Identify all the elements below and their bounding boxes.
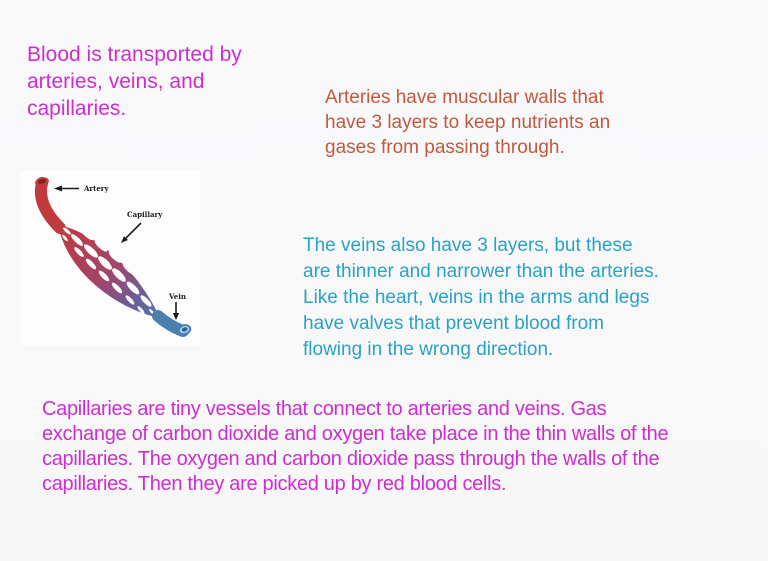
artery-tube: [34, 176, 60, 228]
text-line: have valves that prevent blood from: [303, 313, 605, 334]
artery-label: Artery: [84, 184, 109, 193]
text-line: have 3 layers to keep nutrients an: [325, 112, 611, 133]
vein-arrowhead-icon: [173, 313, 179, 320]
arteries-paragraph: [325, 85, 610, 160]
capillary-arrow: [126, 223, 141, 238]
title-line: arteries, veins, and: [27, 70, 205, 93]
title-line: capillaries.: [27, 97, 127, 120]
vessel-diagram-svg: [20, 170, 200, 345]
capillary-mesh: [58, 225, 160, 318]
text-line: capillaries. The oxygen and carbon dioxide pass through the walls of the: [42, 448, 660, 470]
veins-paragraph: [303, 233, 659, 363]
title-line: Blood is transported by: [27, 43, 242, 66]
text-line: gases from passing through.: [325, 137, 565, 158]
text-line: flowing in the wrong direction.: [303, 339, 554, 360]
text-line: exchange of carbon dioxide and oxygen take place in the thin walls of the: [42, 423, 669, 445]
text-line: The veins also have 3 layers, but these: [303, 235, 633, 256]
text-line: Like the heart, veins in the arms and legs: [303, 287, 650, 308]
artery-arrowhead-icon: [54, 186, 62, 192]
vein-label: Vein: [169, 292, 186, 301]
text-line: are thinner and narrower than the arteries.: [303, 261, 659, 282]
text-line: Arteries have muscular walls that: [325, 87, 604, 108]
vein-tube: [158, 316, 193, 338]
blood-vessel-diagram-image: [20, 170, 200, 345]
text-line: Capillaries are tiny vessels that connect to arteries and veins. Gas: [42, 398, 607, 420]
capillaries-paragraph: [42, 397, 668, 497]
text-line: capillaries. Then they are picked up by red blood cells.: [42, 473, 507, 495]
title-text: [27, 41, 242, 122]
capillary-label: Capillary: [127, 210, 163, 219]
